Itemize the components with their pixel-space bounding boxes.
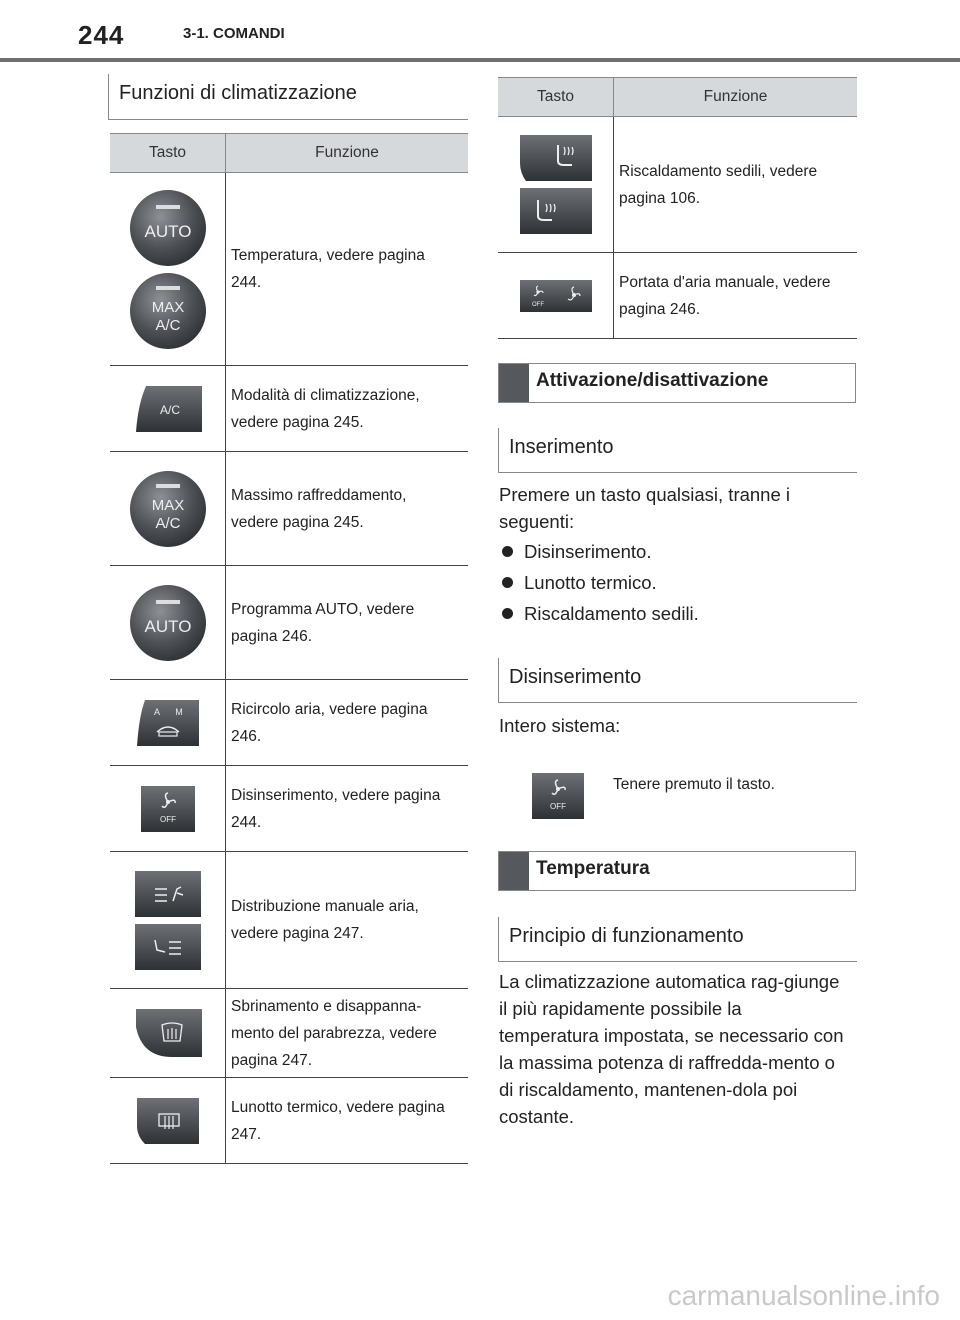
rear-window-defrost-button-icon: [135, 1096, 201, 1146]
header-rule: [0, 58, 960, 62]
svg-text:MAX: MAX: [151, 298, 184, 316]
function-text: Massimo raffreddamento, vedere pagina 245.: [226, 452, 469, 566]
svg-text:AUTO: AUTO: [144, 616, 191, 636]
function-text: Disinserimento, vedere pagina 244.: [226, 766, 469, 852]
subsection-title-principle: Principio di funzionamento: [498, 917, 857, 962]
column-header-key: Tasto: [110, 134, 226, 173]
column-header-function: Funzione: [614, 78, 858, 117]
right-controls-table: [498, 77, 857, 339]
function-text: Modalità di climatizzazione, vedere pagina 245.: [226, 366, 469, 452]
svg-text:A/C: A/C: [154, 514, 181, 532]
function-text: Distribuzione manuale aria, vedere pagina 247.: [226, 852, 469, 989]
fan-off-button-icon: [531, 772, 585, 820]
svg-text:A/C: A/C: [159, 402, 180, 417]
air-distribution-lower-icon: [133, 922, 203, 972]
table-row: [110, 566, 468, 680]
section-title-climate-functions: Funzioni di climatizzazione: [108, 74, 468, 120]
paragraph-switch-off: Intero sistema:: [499, 715, 621, 736]
table-row: [110, 680, 468, 766]
svg-text:M: M: [174, 706, 183, 717]
paragraph-principle: La climatizzazione automatica rag-giunge il più rapidamente possibile la temperatura impostata, se necessario con la massima potenza di raffredda-mento o di riscaldamento, mantenen-dola poi costante.: [499, 971, 844, 1127]
column-header-function: Funzione: [226, 134, 469, 173]
table-row: [110, 173, 468, 366]
table-row: [498, 253, 857, 339]
seat-heating-button-icon: [518, 186, 594, 236]
function-text: Riscaldamento sedili, vedere pagina 106.: [614, 117, 858, 253]
section-heading-temperature: Temperatura: [498, 851, 856, 891]
svg-text:A/C: A/C: [154, 316, 181, 334]
fan-off-button-icon: [139, 784, 197, 834]
svg-text:OFF: OFF: [550, 802, 566, 811]
table-row: [110, 766, 468, 852]
function-text: Temperatura, vedere pagina 244.: [226, 173, 469, 366]
table-row: [110, 852, 468, 989]
svg-text:A: A: [153, 706, 160, 717]
table-row: [498, 117, 857, 253]
table-row: [110, 989, 468, 1078]
hold-key-text: Tenere premuto il tasto.: [613, 776, 775, 793]
chapter-title: 3-1. COMANDI: [183, 25, 285, 42]
table-row: [110, 1078, 468, 1164]
function-text: Ricircolo aria, vedere pagina 246.: [226, 680, 469, 766]
svg-text:OFF: OFF: [159, 814, 176, 824]
subsection-title-switch-on: Inserimento: [498, 428, 857, 473]
ac-button-icon: [132, 384, 204, 434]
paragraph-switch-on: Premere un tasto qualsiasi, tranne i seguenti:: [499, 484, 791, 532]
function-text: Lunotto termico, vedere pagina 247.: [226, 1078, 469, 1164]
list-item: Disinserimento.: [502, 541, 652, 563]
list-item: Lunotto termico.: [502, 572, 657, 594]
left-controls-table: [110, 133, 468, 1164]
manual-air-flow-rocker-icon: [518, 278, 594, 314]
svg-text:AUTO: AUTO: [144, 221, 191, 241]
seat-heating-button-icon: [518, 133, 594, 183]
max-ac-button-icon: [128, 469, 208, 549]
section-heading-activation: Attivazione/disattivazione: [498, 363, 856, 403]
max-ac-button-icon: [128, 271, 208, 351]
auto-button-icon: [128, 583, 208, 663]
subsection-title-switch-off: Disinserimento: [498, 658, 857, 703]
svg-text:OFF: OFF: [531, 301, 544, 308]
list-item: Riscaldamento sedili.: [502, 603, 699, 625]
air-distribution-upper-icon: [133, 869, 203, 919]
function-text: Portata d'aria manuale, vedere pagina 246.: [614, 253, 858, 339]
windshield-defrost-button-icon: [132, 1007, 204, 1059]
watermark: carmanualsonline.info: [667, 1280, 940, 1311]
table-row: [110, 366, 468, 452]
column-header-key: Tasto: [498, 78, 614, 117]
air-recirculation-button-icon: [135, 698, 201, 748]
table-row: [110, 452, 468, 566]
function-text: Sbrinamento e disappanna-mento del parabrezza, vedere pagina 247.: [226, 989, 469, 1078]
svg-text:MAX: MAX: [151, 496, 184, 514]
auto-button-icon: [128, 188, 208, 268]
page-number: 244: [78, 20, 125, 50]
function-text: Programma AUTO, vedere pagina 246.: [226, 566, 469, 680]
